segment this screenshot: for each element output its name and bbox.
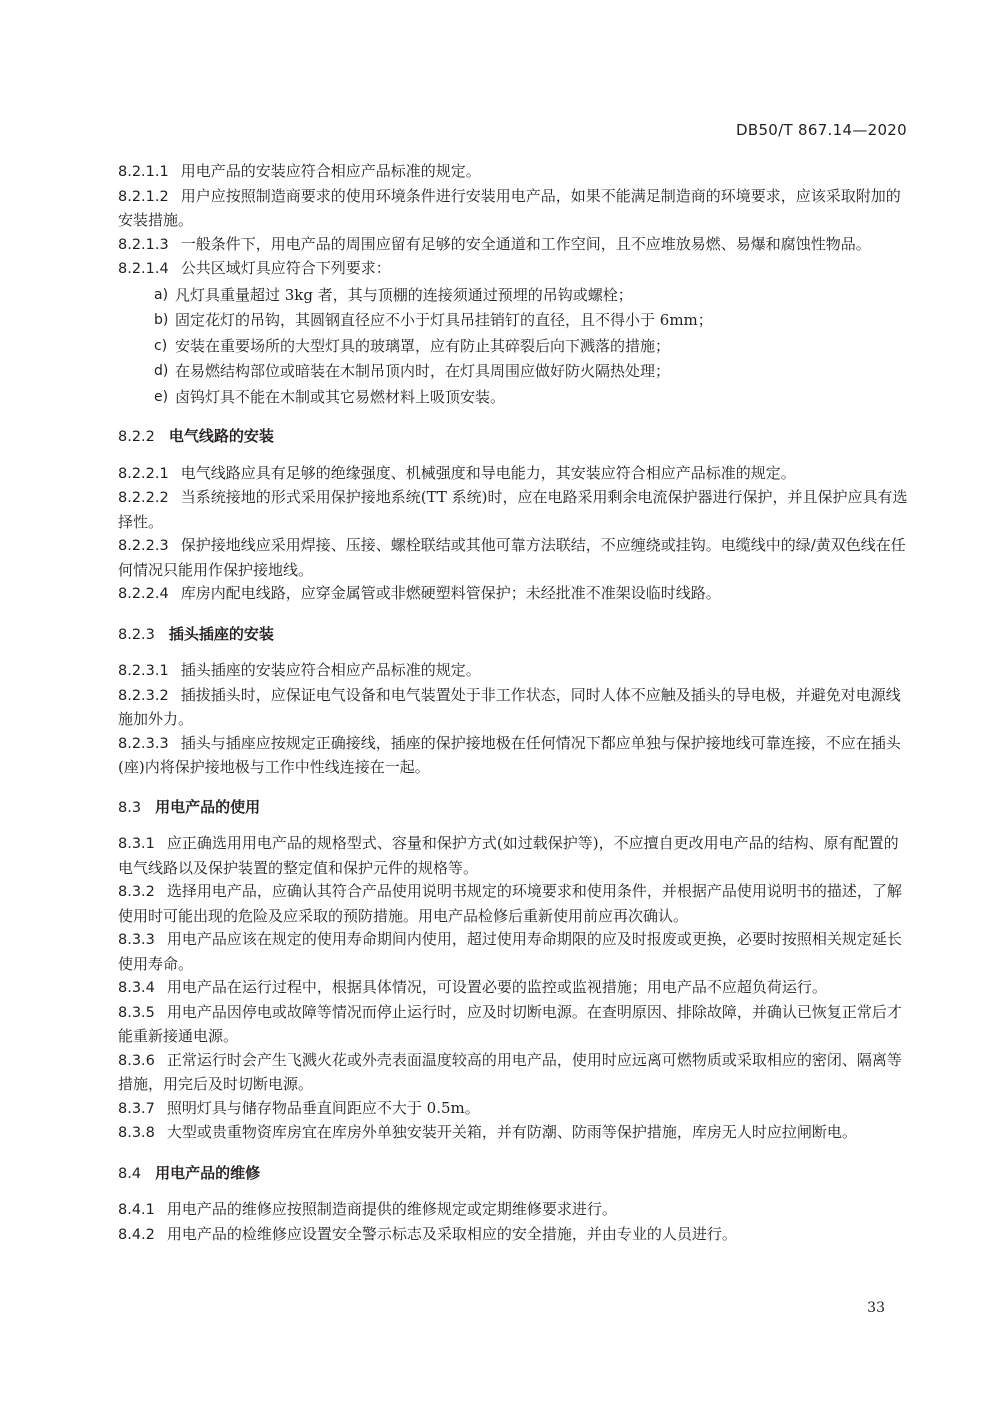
page-number: 33: [867, 1300, 885, 1316]
clause-8-2-1-3: [118, 233, 908, 258]
clause-text: 用户应按照制造商要求的使用环境条件进行安装用电产品，如果不能满足制造商的环境要求，应该采取附加的安装措施。: [118, 186, 901, 229]
clause-number: 8.3.8: [118, 1125, 155, 1141]
clause-text: 用电产品在运行过程中，根据具体情况，可设置必要的监控或监视措施；用电产品不应超负荷运行。: [166, 978, 827, 996]
clause-text: 公共区域灯具应符合下列要求：: [180, 259, 391, 277]
clause-8-2-2-3: [118, 534, 908, 582]
clause-number: 8.3.3: [118, 932, 155, 948]
list-text: 安装在重要场所的大型灯具的玻璃罩，应有防止其碎裂后向下溅落的措施；: [175, 336, 671, 355]
list-item: [118, 284, 908, 308]
list-label: a): [154, 286, 169, 303]
clause-text: 当系统接地的形式采用保护接地系统(TT 系统)时，应在电路采用剩余电流保护器进行保护，并且保护应具有选择性。: [118, 488, 908, 531]
list-item: [118, 386, 908, 410]
clause-8-2-3-2: [118, 684, 908, 732]
clause-8-3-2: [118, 880, 908, 928]
clause-8-2-2-2: [118, 486, 908, 534]
list-label: c): [154, 337, 168, 354]
clause-text: 用电产品因停电或故障等情况而停止运行时，应及时切断电源。在查明原因、排除故障，并确认已恢复正常后才能重新接通电源。: [118, 1002, 902, 1045]
clause-number: 8.3.2: [118, 884, 155, 900]
clause-group-84: [118, 1198, 908, 1247]
clause-text: 用电产品的检维修应设置安全警示标志及采取相应的安全措施，并由专业的人员进行。: [166, 1224, 737, 1243]
clause-8-2-3-1: [118, 659, 908, 684]
clause-number: 8.3.4: [118, 980, 155, 996]
clause-text: 插头插座的安装应符合相应产品标准的规定。: [180, 661, 481, 679]
clause-8-2-2-1: [118, 462, 908, 487]
clause-number: 8.2.2.1: [118, 465, 169, 482]
clause-group-823: [118, 659, 908, 780]
clause-number: 8.2.3.1: [118, 663, 169, 679]
clause-text: 照明灯具与储存物品垂直间距应不大于 0.5m。: [166, 1098, 480, 1117]
list-text: 在易燃结构部位或暗装在木制吊顶内时，在灯具周围应做好防火隔热处理；: [175, 362, 671, 380]
clause-number: 8.3.7: [118, 1100, 155, 1117]
clause-8-3-5: [118, 1001, 908, 1049]
heading-title: 用电产品的维修: [155, 1163, 261, 1182]
section-heading-8-4: [118, 1162, 908, 1187]
clause-text: 用电产品的维修应按照制造商提供的维修规定或定期维修要求进行。: [166, 1200, 617, 1218]
clause-8-2-3-3: [118, 732, 908, 780]
document-code: DB50/T 867.14—2020: [736, 121, 907, 139]
clause-text: 用电产品的安装应符合相应产品标准的规定。: [180, 162, 481, 180]
list-label: e): [154, 388, 169, 405]
clause-number: 8.3.1: [118, 836, 155, 852]
clause-8-2-1-1: [118, 160, 908, 185]
clause-8-3-1: [118, 832, 908, 880]
list-item: [118, 335, 908, 359]
clause-number: 8.2.1.1: [118, 164, 169, 180]
clause-8-2-2-4: [118, 582, 908, 607]
clause-text: 插拔插头时，应保证电气设备和电气装置处于非工作状态，同时人体不应触及插头的导电极，并避免对电源线施加外力。: [118, 685, 901, 728]
heading-title: 插头插座的安装: [168, 624, 274, 643]
clause-text: 应正确选用用电产品的规格型式、容量和保护方式(如过载保护等)，不应擅自更改用电产品的结构、原有配置的电气线路以及保护装置的整定值和保护元件的规格等。: [118, 834, 899, 877]
clause-number: 8.2.3.2: [118, 687, 169, 704]
clause-text: 大型或贵重物资库房宜在库房外单独安装开关箱，并有防潮、防雨等保护措施，库房无人时应拉闸断电。: [166, 1123, 857, 1141]
clause-number: 8.4.1: [118, 1202, 155, 1218]
list-item: [118, 309, 908, 333]
list-text: 固定花灯的吊钩，其圆钢直径应不小于灯具吊挂销钉的直径，且不得小于 6mm；: [175, 311, 713, 329]
clause-8-2-1-2: [118, 185, 908, 233]
clause-text: 库房内配电线路，应穿金属管或非燃硬塑料管保护；未经批准不准架设临时线路。: [180, 584, 721, 602]
clause-8-3-7: [118, 1097, 908, 1122]
clause-number: 8.2.2.2: [118, 490, 169, 506]
list-text: 凡灯具重量超过 3kg 者，其与顶棚的连接须通过预埋的吊钩或螺栓；: [175, 285, 633, 304]
list-label: b): [154, 312, 169, 328]
clause-text: 保护接地线应采用焊接、压接、螺栓联结或其他可靠方法联结，不应缠绕或挂钩。电缆线中的绿/黄双色线在任何情况只能用作保护接地线。: [118, 536, 906, 579]
clause-group-821: [118, 160, 908, 282]
clause-text: 插头与插座应按规定正确接线，插座的保护接地极在任何情况下都应单独与保护接地线可靠连接，不应在插头(座)内将保护接地极与工作中性线连接在一起。: [118, 733, 901, 776]
clause-number: 8.2.1.3: [118, 236, 169, 253]
clause-text: 电气线路应具有足够的绝缘强度、机械强度和导电能力，其安装应符合相应产品标准的规定。: [180, 463, 796, 482]
clause-8-3-6: [118, 1049, 908, 1097]
clause-text: 用电产品应该在规定的使用寿命期间内使用，超过使用寿命期限的应及时报废或更换，必要时按照相关规定延长使用寿命。: [118, 930, 902, 973]
clause-8-3-4: [118, 976, 908, 1001]
document-body: [118, 160, 908, 1247]
clause-number: 8.4.2: [118, 1226, 155, 1243]
clause-group-822: [118, 462, 908, 607]
list-text: 卤钨灯具不能在木制或其它易燃材料上吸顶安装。: [175, 387, 506, 406]
section-heading-8-3: [118, 796, 908, 821]
clause-text: 一般条件下，用电产品的周围应留有足够的安全通道和工作空间，且不应堆放易燃、易爆和腐蚀性物品。: [180, 234, 871, 253]
clause-8-4-1: [118, 1198, 908, 1223]
clause-8-3-8: [118, 1121, 908, 1146]
clause-8-3-3: [118, 928, 908, 976]
clause-8-4-2: [118, 1223, 908, 1248]
clause-8-2-1-4: [118, 257, 908, 282]
heading-number: 8.3: [118, 799, 142, 816]
heading-number: 8.2.3: [118, 626, 155, 643]
clause-group-83: [118, 832, 908, 1146]
section-heading-8-2-2: [118, 425, 908, 450]
clause-number: 8.2.3.3: [118, 735, 169, 752]
clause-text: 正常运行时会产生飞溅火花或外壳表面温度较高的用电产品，使用时应远离可燃物质或采取相应的密闭、隔离等措施，用完后及时切断电源。: [118, 1050, 902, 1093]
clause-number: 8.2.1.2: [118, 188, 169, 205]
section-heading-8-2-3: [118, 623, 908, 648]
clause-text: 选择用电产品，应确认其符合产品使用说明书规定的环境要求和使用条件，并根据产品使用说明书的描述，了解使用时可能出现的危险及应采取的预防措施。用电产品检修后重新使用前应再次确认。: [118, 882, 902, 925]
clause-number: 8.2.2.3: [118, 538, 169, 554]
list-label: d): [154, 363, 169, 379]
clause-number: 8.2.2.4: [118, 586, 169, 602]
list-item: [118, 360, 908, 384]
lamp-requirements-list: [118, 284, 908, 410]
heading-number: 8.2.2: [118, 429, 155, 445]
heading-title: 电气线路的安装: [168, 427, 274, 445]
heading-number: 8.4: [118, 1165, 142, 1182]
clause-number: 8.3.5: [118, 1004, 155, 1021]
clause-number: 8.3.6: [118, 1052, 155, 1069]
clause-number: 8.2.1.4: [118, 261, 169, 277]
heading-title: 用电产品的使用: [155, 797, 261, 816]
